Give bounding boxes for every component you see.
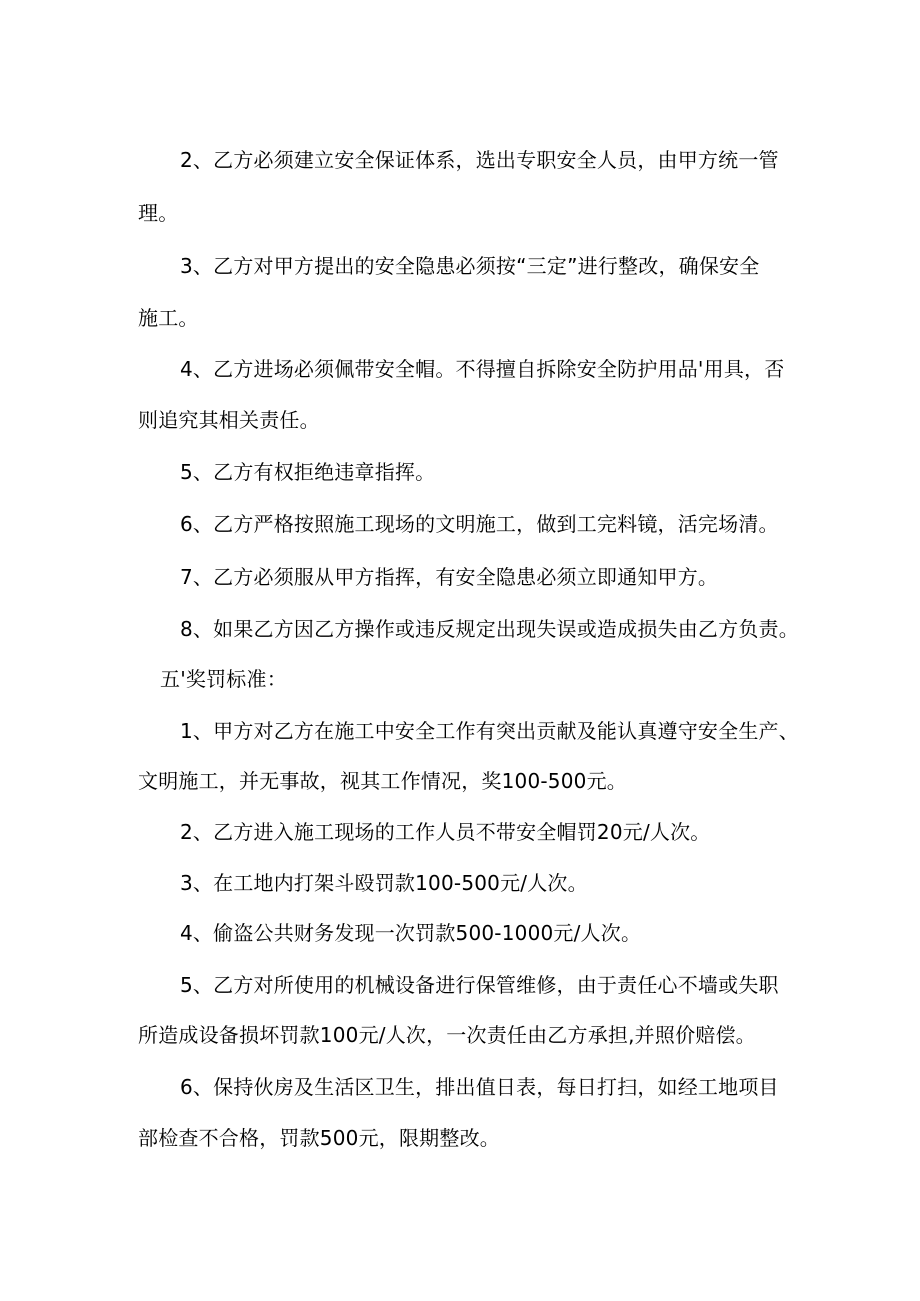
safety-item-6: 6、乙方严格按照施工现场的文明施工，做到工完料镜，活完场清。 [180, 512, 779, 536]
safety-item-4-line-2: 则追究其相关责任。 [138, 408, 320, 432]
reward-item-5-line-1: 5、乙方对所使用的机械设备进行保管维修，由于责任心不墙或失职 [180, 973, 779, 997]
reward-item-5-line-2: 所造成设备损坏罚款100元/人次，一次责任由乙方承担,并照价赔偿。 [138, 1023, 756, 1047]
safety-item-2-line-2: 理。 [138, 201, 179, 225]
reward-item-6-line-2: 部检查不合格，罚款500元，限期整改。 [138, 1126, 500, 1150]
safety-item-3-line-1: 3、乙方对甲方提出的安全隐患必须按“三定”进行整改，确保安全 [180, 254, 760, 278]
safety-item-4-line-1: 4、乙方进场必须佩带安全帽。不得擅自拆除安全防护用品'用具，否 [180, 357, 785, 381]
safety-item-7: 7、乙方必须服从甲方指挥，有安全隐患必须立即通知甲方。 [180, 565, 719, 589]
reward-item-6-line-1: 6、保持伙房及生活区卫生，排出值日表，每日打扫，如经工地项目 [180, 1075, 779, 1099]
safety-item-3-line-2: 施工。 [138, 306, 199, 330]
reward-item-1-line-1: 1、甲方对乙方在施工中安全工作有突出贡献及能认真遵守安全生产、 [180, 719, 799, 743]
reward-item-4: 4、偷盗公共财务发现一次罚款500-1000元/人次。 [180, 921, 642, 945]
reward-item-3: 3、在工地内打架斗殴罚款100-500元/人次。 [180, 871, 588, 895]
reward-item-2: 2、乙方进入施工现场的工作人员不带安全帽罚20元/人次。 [180, 820, 711, 844]
safety-item-2-line-1: 2、乙方必须建立安全保证体系，选出专职安全人员，由甲方统一管 [180, 148, 779, 172]
reward-item-1-line-2: 文明施工，并无事故，视其工作情况，奖100-500元。 [138, 769, 627, 793]
safety-item-8: 8、如果乙方因乙方操作或违反规定出现失误或造成损失由乙方负责。 [180, 617, 799, 641]
section-five-title: 五'奖罚标准： [160, 667, 287, 691]
safety-item-5: 5、乙方有权拒绝违章指挥。 [180, 460, 436, 484]
